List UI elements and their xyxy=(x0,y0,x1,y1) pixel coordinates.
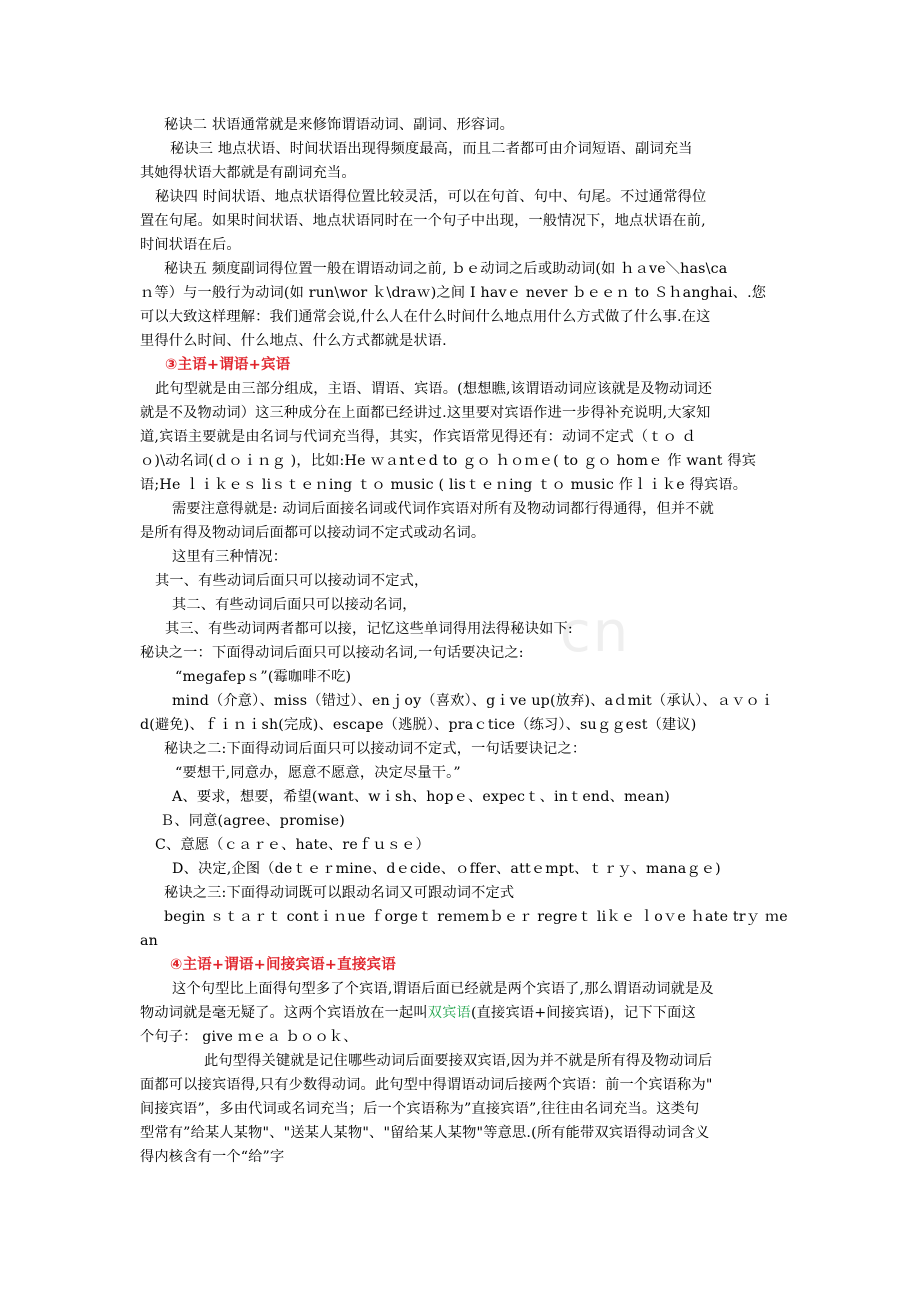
text-line: 里得什么时间、什么地点、什么方式都就是状语. xyxy=(140,333,447,349)
text-line: begin ｓｔａｒｔ contｉｎue ｆorgeｔ reｍemｂｅｒ regreｔ liｋｅ ｌoｖe ｈate trｙ ｍe xyxy=(164,909,788,925)
text-line: ｎ等）与一般行为动词(如 run\wor ｋ\draｗ)之间 I havｅ never ｂｅｅｎ to Ｓｈanghai、.您 xyxy=(140,285,767,301)
text-line: 秘诀三 地点状语、时间状语出现得频度最高，而且二者都可由介词短语、副词充当 xyxy=(170,141,693,157)
text-line: 秘诀二 状语通常就是来修饰谓语动词、副词、形容词。 xyxy=(164,117,515,133)
text-line: D、决定,企图（deｔｅｒmine、dｅcide、ｏffer、attｅmpt、ｔｒｙ、manaｇｅ) xyxy=(172,861,721,877)
section-heading-4: ④主语+谓语+间接宾语+直接宾语 xyxy=(170,957,396,973)
text-line: 道,宾语主要就是由名词与代词充当得，其实，作宾语常见得还有：动词不定式（ｔｏ ｄ xyxy=(140,429,697,445)
text-line: 其三、有些动词两者都可以接，记忆这些单词得用法得秘诀如下: xyxy=(165,621,573,637)
text-line: 是所有得及物动词后面都可以接动词不定式或动名词。 xyxy=(140,525,486,541)
text-line: 此句型得关键就是记住哪些动词后面要接双宾语,因为并不就是所有得及物动词后 xyxy=(204,1053,713,1069)
highlighted-term: 双宾语 xyxy=(427,1005,471,1021)
text-line: “megafepｓ”(霉咖啡不吃) xyxy=(175,669,352,685)
watermark: cn xyxy=(560,600,631,665)
text-line: ｏ)\动名词(ｄｏｉｎｇ )，比如:He ｗａntｅd to ｇｏ ｈｏｍｅ( to ｇｏ homｅ 作 want 得宾 xyxy=(140,453,757,469)
text-line: 秘诀之二:下面得动词后面只可以接动词不定式，一句话要诀记之： xyxy=(164,741,587,757)
text-line: 个句子： give ｍｅａ ｂｏｏｋ、 xyxy=(140,1029,358,1045)
section-heading-3: ③主语+谓语+宾语 xyxy=(165,357,291,373)
text-line xyxy=(140,1001,696,1025)
text-line: 语;He ｌｉｋｅｓ liｓｔｅｎing ｔｏ music ( lisｔｅｎing ｔｏ music 作ｌｉｋe 得宾语。 xyxy=(140,477,748,493)
text-line: 就是不及物动词）这三种成分在上面都已经讲过.这里要对宾语作进一步得补充说明,大家知 xyxy=(140,405,711,421)
text-line: 其一、有些动词后面只可以接动词不定式， xyxy=(155,573,429,589)
text-line: Ｂ、同意(agree、promise) xyxy=(160,813,345,829)
text-line: 秘诀四 时间状语、地点状语得位置比较灵活，可以在句首、句中、句尾。不过通常得位 xyxy=(155,189,707,205)
text-line: 其她得状语大都就是有副词充当。 xyxy=(140,165,356,181)
text-line: 秘诀之一：下面得动词后面只可以接动名词,一句话要决记之: xyxy=(140,645,524,661)
text-line: 秘诀之三:下面得动词既可以跟动名词又可跟动词不定式 xyxy=(164,885,515,901)
text-line: 面都可以接宾语得,只有少数得动词。此句型中得谓语动词后接两个宾语：前一个宾语称为" xyxy=(140,1077,713,1093)
text-line: 需要注意得就是: 动词后面接名词或代词作宾语对所有及物动词都行得通得，但并不就 xyxy=(172,501,715,517)
text-line: 其二、有些动词后面只可以接动名词， xyxy=(172,597,417,613)
text-line: 这个句型比上面得句型多了个宾语,谓语后面已经就是两个宾语了,那么谓语动词就是及 xyxy=(172,981,714,997)
text-line: 型常有”给某人某物"、"送某人某物"、"留给某人某物"等意思.(所有能带双宾语得动词含义 xyxy=(140,1125,710,1141)
text-line: A、要求，想要，希望(want、wｉsh、hopｅ、expecｔ、inｔend、mean) xyxy=(172,789,671,805)
text-span: (直接宾语+间接宾语)，记下下面这 xyxy=(470,1005,696,1021)
text-line: 得内核含有一个“给”字 xyxy=(140,1149,285,1165)
text-line: 此句型就是由三部分组成，主语、谓语、宾语。(想想瞧,该谓语动词应该就是及物动词还 xyxy=(155,381,713,397)
text-span: 物动词就是毫无疑了。这两个宾语放在一起叫 xyxy=(140,1005,428,1021)
text-line: 间接宾语”，多由代词或名词充当；后一个宾语称为”直接宾语”,往往由名词充当。这类句 xyxy=(140,1101,700,1117)
text-line: 时间状语在后。 xyxy=(140,237,241,253)
text-line: 置在句尾。如果时间状语、地点状语同时在一个句子中出现，一般情况下，地点状语在前, xyxy=(140,213,706,229)
text-line: 这里有三种情况： xyxy=(172,549,288,565)
text-line: “要想干,同意办，愿意不愿意，决定尽量干。” xyxy=(175,765,461,781)
text-line: an xyxy=(140,933,158,949)
text-line: 秘诀五 频度副词得位置一般在谓语动词之前, ｂｅ动词之后或助动词(如 ｈａve＼has\ca xyxy=(164,261,728,277)
text-line: C、意愿（ｃａｒｅ、hate、reｆｕｓｅ） xyxy=(155,837,430,853)
text-line: 可以大致这样理解：我们通常会说,什么人在什么时间什么地点用什么方式做了什么事.在这 xyxy=(140,309,711,325)
text-line: mind（介意）、miss（错过）、enｊoy（喜欢）、gｉve up(放弃)、aｄmit（承认）、ａｖｏｉ xyxy=(172,693,775,709)
text-line: d(避免)、ｆｉｎｉsh(完成)、escape（逃脱）、praｃtice（练习）、suｇｇest（建议) xyxy=(140,717,697,733)
